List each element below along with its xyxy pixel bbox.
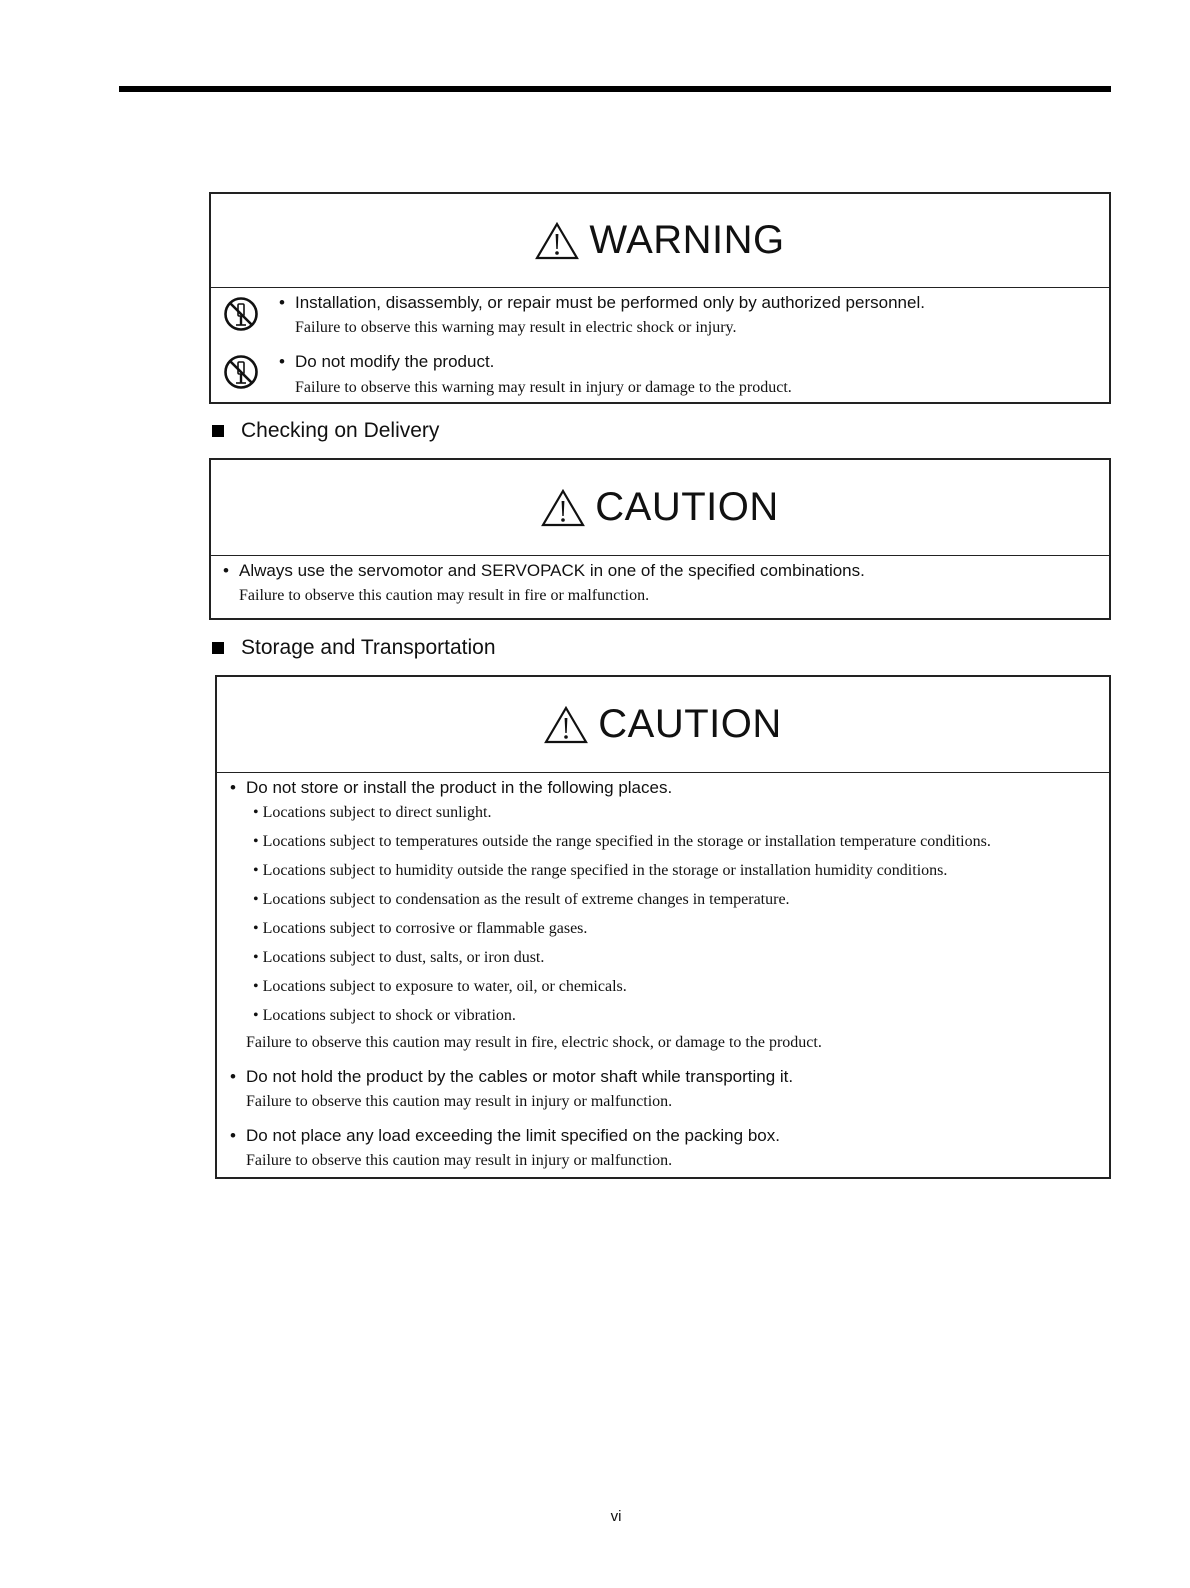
caution-triangle-icon [544,706,588,744]
caution-box-header [217,677,1109,773]
caution-triangle-icon [541,489,585,527]
caution-item [223,560,865,607]
bullet: • [230,778,236,797]
warning-title: WARNING [589,218,785,262]
warning-item-consequence: Failure to observe this warning may result in electric shock or injury. [295,319,737,336]
square-bullet-icon [212,425,224,437]
caution-item-text: Do not place any load exceeding the limit specified on the packing box. [246,1126,780,1145]
caution-item-text: Always use the servomotor and SERVOPACK in one of the specified combinations. [239,561,865,580]
caution-item-text: Do not hold the product by the cables or motor shaft while transporting it. [246,1067,794,1086]
location-item: • Locations subject to exposure to water, oil, or chemicals. [253,978,627,995]
bullet: • [279,293,285,312]
section-heading-text: Checking on Delivery [241,419,440,442]
page-number: vi [610,1508,622,1525]
caution-box-delivery [209,458,1111,620]
caution-item-consequence: Failure to observe this caution may result in fire or malfunction. [239,587,650,604]
location-item: • Locations subject to temperatures outside the range specified in the storage or installation temperature conditions. [253,833,991,850]
caution-box-header [211,460,1109,556]
location-item: • Locations subject to shock or vibration. [253,1007,516,1024]
caution-title: CAUTION [595,485,779,529]
warning-item-text: Do not modify the product. [295,352,495,371]
warning-item-text: Installation, disassembly, or repair must be performed only by authorized personnel. [295,293,925,312]
location-item: • Locations subject to corrosive or flammable gases. [253,920,588,937]
caution-title: CAUTION [598,702,782,746]
bullet: • [230,1126,236,1145]
caution-item-consequence: Failure to observe this caution may result in fire, electric shock, or damage to the product. [246,1034,822,1051]
caution-item-3 [230,1125,780,1172]
section-heading-storage [212,636,496,660]
bullet: • [223,561,229,580]
caution-box-storage [215,675,1111,1179]
section-heading-delivery [212,419,439,443]
bullet: • [279,352,285,371]
caution-item-2 [230,1066,793,1113]
caution-item-text: Do not store or install the product in the following places. [246,778,673,797]
bullet: • [230,1067,236,1086]
location-item: • Locations subject to condensation as the result of extreme changes in temperature. [253,891,790,908]
square-bullet-icon [212,642,224,654]
location-item: • Locations subject to dust, salts, or iron dust. [253,949,545,966]
warning-box [209,192,1111,404]
header-rule [119,86,1111,92]
warning-item-2 [279,351,792,399]
caution-item-1 [230,777,672,799]
location-item: • Locations subject to humidity outside the range specified in the storage or installation humidity conditions. [253,862,948,879]
warning-box-header [211,194,1109,288]
prohibit-disassembly-icon [223,296,259,332]
caution-item-consequence: Failure to observe this caution may result in injury or malfunction. [246,1152,673,1169]
location-item: • Locations subject to direct sunlight. [253,804,492,821]
warning-item-consequence: Failure to observe this warning may result in injury or damage to the product. [295,379,792,396]
warning-item-1 [279,292,925,339]
warning-triangle-icon [535,222,579,260]
prohibit-disassembly-icon [223,354,259,390]
caution-item-consequence: Failure to observe this caution may result in injury or malfunction. [246,1093,673,1110]
section-heading-text: Storage and Transportation [241,636,496,659]
